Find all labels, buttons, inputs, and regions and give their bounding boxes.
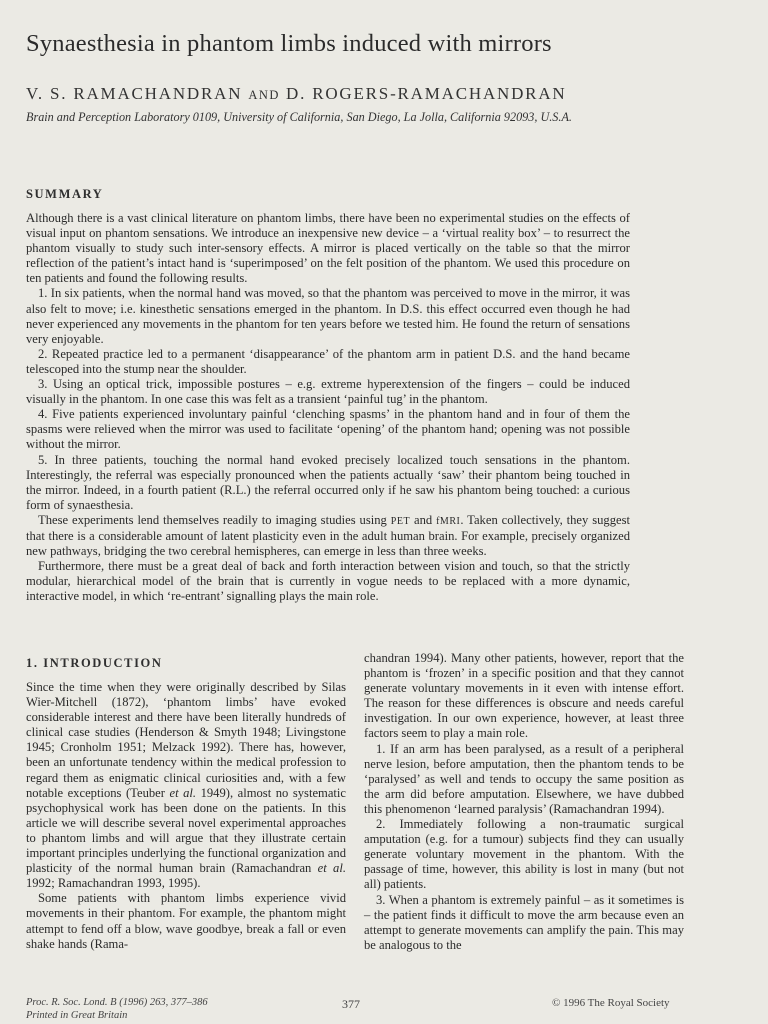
summary-paragraph: 5. In three patients, touching the normal hand evoked precisely localized touch sensations in the phantom. Interestingly, the referral was especially pronounced when the patients actually ‘saw’ their phantom being touched in the mirror. Indeed, in a fourth patient (R.L.) the referral occurred only if he saw his phantom being touched: a curious form of synaesthesia. — [26, 452, 630, 512]
introduction-heading: 1. INTRODUCTION — [26, 656, 163, 670]
summary-text: . Taken collectively, they suggest that there is a considerable amount of latent plasticity even in the adult human brain. For example, precisely organized new pathways, bridging the two cerebral hemispheres, can emerge in less than three weeks. — [26, 512, 631, 559]
fmri-abbrev: fMRI — [436, 515, 461, 527]
column-left — [26, 680, 346, 952]
copyright: © 1996 The Royal Society — [552, 997, 670, 1009]
summary-text: and — [413, 512, 433, 527]
authors — [26, 84, 746, 104]
affiliation: Brain and Perception Laboratory 0109, University of California, San Diego, La Jolla, California 92093, U.S.A. — [26, 110, 572, 124]
intro-paragraph: chandran 1994). Many other patients, however, report that the phantom is ‘frozen’ in a specific position and that they cannot generate voluntary movements in it even with intense effort. The reason for these differences is obscure and needs careful investigation. In our own experience, however, at least three factors seem to play a main role. — [364, 651, 684, 741]
intro-etal: et al. — [169, 785, 197, 800]
summary-paragraph: 4. Five patients experienced involuntary painful ‘clenching spasms’ in the phantom hand and in four of them the spasms were relieved when the mirror was used to facilitate ‘opening’ of the phantom hand; opening was not possible without the mirror. — [26, 407, 630, 452]
intro-paragraph: Some patients with phantom limbs experience vivid movements in their phantom. For example, the phantom might attempt to fend off a blow, wave goodbye, break a fall or even shake hands (Rama- — [26, 891, 346, 951]
intro-paragraph — [26, 680, 346, 891]
intro-text: 1992; Ramachandran 1993, 1995). — [26, 876, 201, 891]
intro-paragraph: 1. If an arm has been paralysed, as a result of a peripheral nerve lesion, before amputation, then the phantom tends to be ‘paralysed’ as well and tends to occupy the same position as the arm did before amputation. Elsewhere, we have dubbed this phenomenon ‘learned paralysis’ (Ramachandran 1994). — [364, 741, 684, 816]
summary-paragraph: 3. Using an optical trick, impossible postures – e.g. extreme hyperextension of the fingers – could be induced visually in the phantom. In one case this was felt as a transient ‘painful tug’ in the phantom. — [26, 377, 630, 407]
authors-and: AND — [248, 88, 280, 102]
summary-heading: SUMMARY — [26, 187, 104, 201]
intro-text: Since the time when they were originally described by Silas Wier-Mitchell (1872), ‘phantom limbs’ have evoked considerable interest and there have been literally hundreds of clinical case studies (Henderson & Smyth 1948; Livingstone 1945; Cronholm 1951; Melzack 1992). There has, however, been an unfortunate tendency within the medical profession to regard them as enigmatic clinical curiosities and, with a few notable exceptions (Teuber — [26, 680, 346, 800]
pet-abbrev: PET — [390, 515, 411, 527]
summary-paragraph — [26, 513, 630, 559]
page-number: 377 — [342, 997, 360, 1011]
author-first: V. S. RAMACHANDRAN — [26, 84, 243, 103]
summary-paragraph: Furthermore, there must be a great deal of back and forth interaction between vision and touch, so that the strictly modular, hierarchical model of the brain that is currently in vogue needs to be replaced with a more dynamic, interactive model, in which ‘re-entrant’ signalling plays the main role. — [26, 559, 630, 604]
intro-paragraph: 2. Immediately following a non-traumatic surgical amputation (e.g. for a tumour) subjects find they can usually generate voluntary movement in the phantom. With the passage of time, however, this ability is lost in many (but not all) patients. — [364, 817, 684, 892]
column-right — [364, 651, 684, 953]
summary-body — [26, 211, 630, 604]
journal-citation — [26, 997, 208, 1022]
summary-paragraph: 2. Repeated practice led to a permanent ‘disappearance’ of the phantom arm in patient D.S. and the hand became telescoped into the stump near the shoulder. — [26, 346, 630, 376]
summary-paragraph: Although there is a vast clinical literature on phantom limbs, there have been no experimental studies on the effects of visual input on phantom sensations. We introduce an inexpensive new device – a ‘virtual reality box’ – to resurrect the phantom visually to study such inter-sensory effects. A mirror is placed vertically on the table so that the mirror reflection of the patient’s intact hand is ‘superimposed’ on the felt position of the phantom. We used this procedure on ten patients and found the following results. — [26, 211, 630, 286]
intro-etal: et al. — [317, 861, 346, 876]
journal-line: Proc. R. Soc. Lond. B (1996) 263, 377–386 — [26, 997, 208, 1008]
intro-text: 1949), almost no systematic psychophysical work has been done on the patients. In this article we will describe several novel experimental approaches to phantom limbs and will argue that they illustrate certain important principles underlying the functional organization and plasticity of the normal human brain (Ramachandran — [26, 785, 347, 876]
summary-paragraph: 1. In six patients, when the normal hand was moved, so that the phantom was perceived to move in the mirror, it was also felt to move; i.e. kinesthetic sensations emerged in the phantom. In D.S. this effect occurred even though he had never experienced any movements in the phantom for ten years before we tested him. He found the return of sensations very enjoyable. — [26, 286, 630, 346]
intro-paragraph: 3. When a phantom is extremely painful – as it sometimes is – the patient finds it difficult to move the arm because even an attempt to generate movements can amplify the pain. This may be analogous to the — [364, 892, 684, 952]
printed-line: Printed in Great Britain — [26, 1009, 128, 1021]
paper-title: Synaesthesia in phantom limbs induced with mirrors — [26, 30, 552, 57]
summary-text: These experiments lend themselves readily to imaging studies using — [38, 512, 387, 527]
author-second: D. ROGERS-RAMACHANDRAN — [286, 84, 567, 103]
